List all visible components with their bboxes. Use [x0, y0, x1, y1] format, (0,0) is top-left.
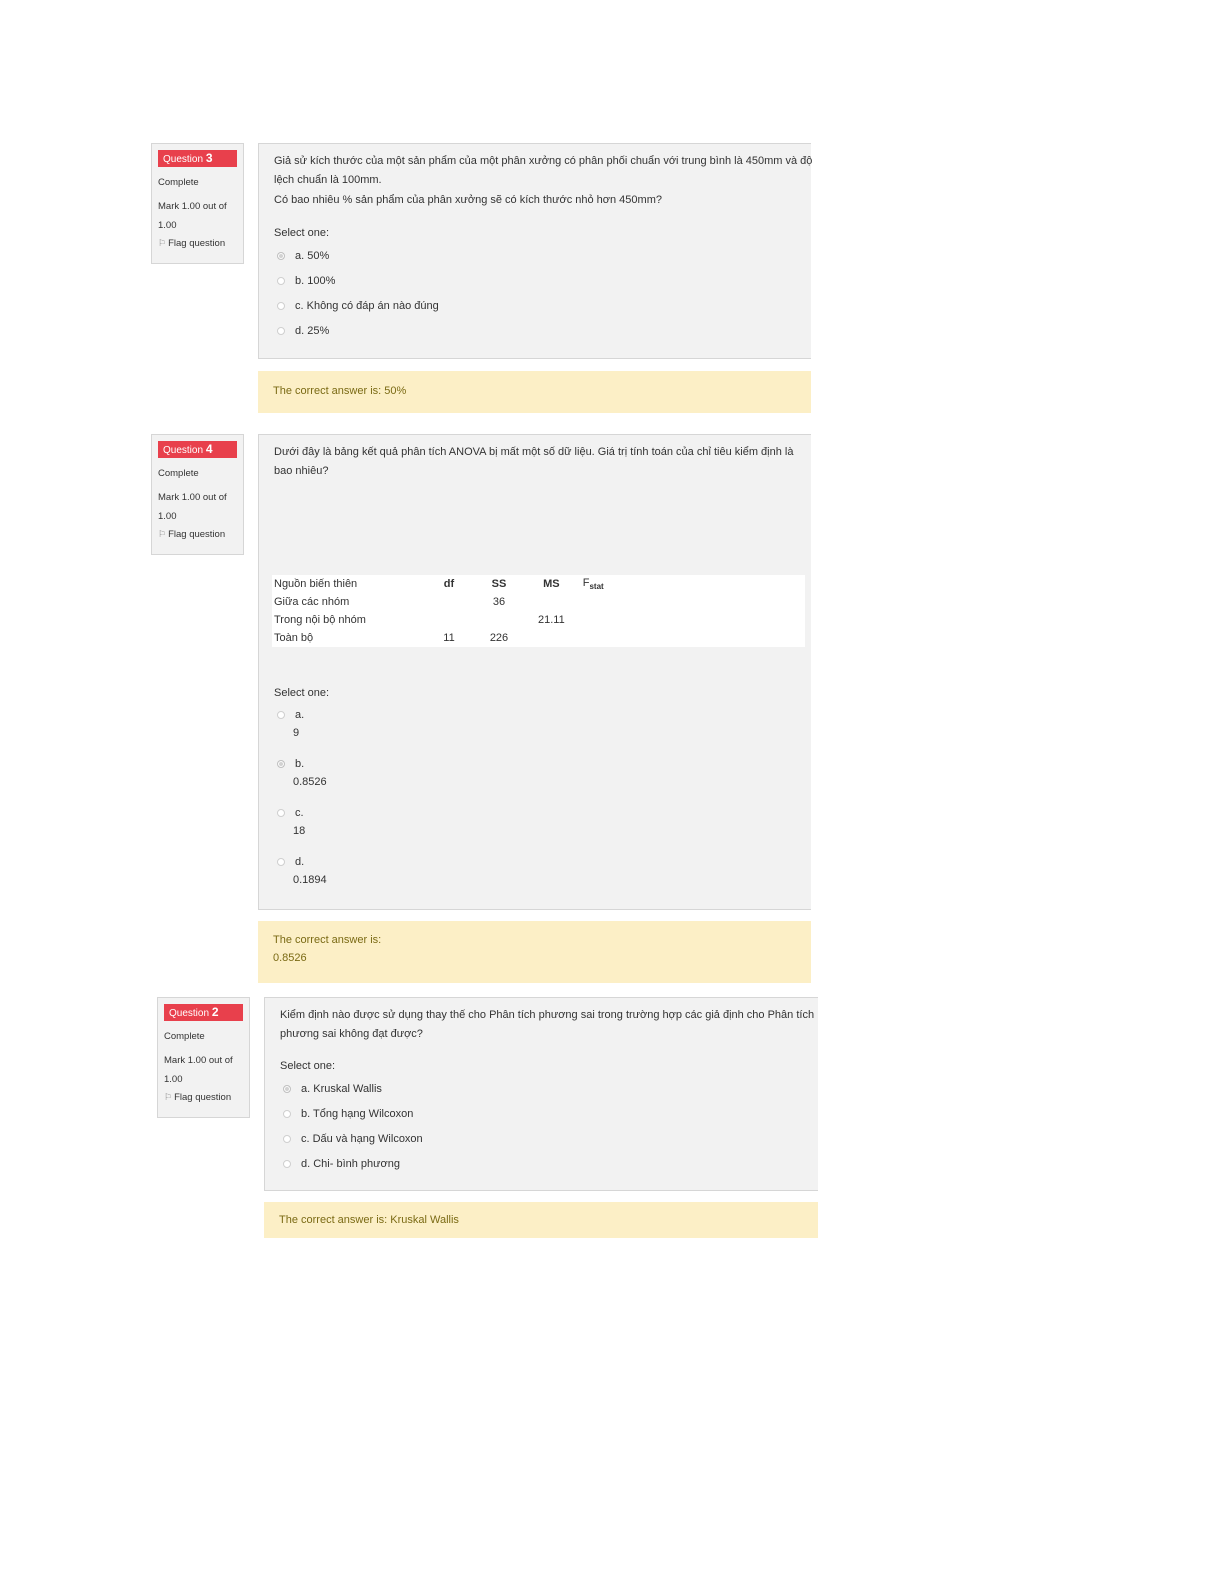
question-text-line: Kiểm định nào được sử dụng thay thế cho Phân tích phương sai trong trường hợp các giả định cho Phân tích phương sai không đạt được?	[280, 1009, 815, 1040]
question-grade: Mark 1.00 out of 1.00	[158, 492, 227, 522]
question-text-line: Giả sử kích thước của một sản phẩm của một phân xưởng có phân phối chuẩn với trung bình là 450mm và độ lệch chuẩn là 100mm.	[274, 155, 813, 186]
answer-option-label: a. 50%	[295, 249, 330, 262]
question-number-badge	[164, 1004, 243, 1021]
question-content-2	[264, 997, 818, 1191]
answer-options	[280, 1076, 818, 1176]
question-state: Complete	[158, 177, 199, 188]
answer-option[interactable]	[280, 1151, 818, 1176]
radio-button-selected[interactable]	[277, 252, 285, 260]
answer-option-letter: d.	[295, 856, 305, 868]
answer-options	[274, 706, 327, 902]
table-cell	[567, 593, 805, 611]
table-cell: Trong nội bộ nhóm	[274, 614, 366, 626]
select-one-label: Select one:	[274, 227, 330, 239]
answer-option[interactable]	[274, 804, 327, 853]
table-cell	[436, 611, 462, 629]
answer-option[interactable]	[274, 268, 811, 293]
question-content-4	[258, 434, 811, 910]
answer-option[interactable]	[274, 243, 811, 268]
correct-answer-feedback	[258, 371, 811, 413]
table-cell: Giữa các nhóm	[274, 596, 350, 608]
select-one-label: Select one:	[280, 1060, 336, 1072]
answer-option-label: c. Không có đáp án nào đúng	[295, 299, 439, 312]
question-number-badge	[158, 441, 237, 458]
table-cell: 21.11	[538, 614, 565, 626]
radio-button-selected[interactable]	[277, 760, 285, 768]
table-cell	[436, 593, 462, 611]
correct-answer-feedback	[264, 1202, 818, 1238]
question-text	[274, 443, 814, 481]
answer-option[interactable]	[280, 1101, 818, 1126]
answer-options	[274, 243, 811, 343]
table-cell: Toàn bộ	[274, 632, 314, 644]
question-label: Question	[169, 1008, 210, 1019]
question-state: Complete	[158, 468, 199, 479]
answer-option-label: b. 100%	[295, 274, 336, 287]
table-cell	[462, 611, 536, 629]
answer-option-value: 9	[293, 727, 300, 739]
correct-answer-text: The correct answer is: Kruskal Wallis	[279, 1214, 459, 1226]
answer-option-letter: a.	[295, 709, 305, 721]
correct-answer-feedback	[258, 921, 811, 983]
table-cell: 226	[489, 632, 509, 644]
question-number-badge	[158, 150, 237, 167]
table-cell	[536, 629, 567, 647]
radio-button[interactable]	[277, 809, 285, 817]
question-grade: Mark 1.00 out of 1.00	[164, 1055, 233, 1085]
radio-button[interactable]	[283, 1135, 291, 1143]
question-grade: Mark 1.00 out of 1.00	[158, 201, 227, 231]
radio-button-selected[interactable]	[283, 1085, 291, 1093]
flag-icon: ⚐	[158, 238, 167, 248]
question-text-line: Có bao nhiêu % sản phẩm của phân xưởng sẽ có kích thước nhỏ hơn 450mm?	[274, 194, 662, 206]
column-header: MS	[543, 578, 560, 590]
answer-option-value: 0.8526	[293, 776, 327, 788]
answer-option[interactable]	[274, 318, 811, 343]
correct-answer-value: 0.8526	[273, 952, 307, 964]
question-label: Question	[163, 154, 204, 165]
table-row	[272, 593, 805, 611]
flag-question-link[interactable]	[164, 1092, 243, 1103]
flag-icon: ⚐	[158, 529, 167, 539]
answer-option[interactable]	[274, 853, 327, 902]
radio-button[interactable]	[277, 711, 285, 719]
table-cell: 11	[443, 632, 455, 644]
flag-question-label: Flag question	[174, 1092, 232, 1103]
answer-option-letter: b.	[295, 758, 305, 770]
answer-option-value: 0.1894	[293, 874, 327, 886]
answer-option-letter: c.	[295, 807, 304, 819]
flag-question-link[interactable]	[158, 238, 237, 249]
correct-answer-text: The correct answer is: 50%	[273, 385, 407, 397]
question-text-line: Dưới đây là bảng kết quả phân tích ANOVA bị mất một số dữ liệu. Giá trị tính toán của chỉ tiêu kiểm định là bao nhiêu?	[274, 446, 794, 477]
answer-option-value: 18	[293, 825, 306, 837]
column-header: SS	[491, 578, 507, 590]
table-header-row	[272, 575, 805, 593]
answer-option[interactable]	[280, 1076, 818, 1101]
question-info-3	[151, 143, 244, 264]
table-row	[272, 629, 805, 647]
question-label: Question	[163, 445, 204, 456]
flag-question-label: Flag question	[168, 238, 226, 249]
table-cell	[567, 611, 805, 629]
answer-option[interactable]	[274, 293, 811, 318]
question-number: 4	[205, 442, 213, 456]
answer-option-label: d. Chi- bình phương	[301, 1157, 400, 1170]
column-header: df	[443, 578, 455, 590]
table-row	[272, 611, 805, 629]
radio-button[interactable]	[283, 1110, 291, 1118]
question-content-3	[258, 143, 811, 359]
column-header: Nguồn biến thiên	[274, 578, 358, 590]
table-cell	[567, 629, 805, 647]
flag-question-label: Flag question	[168, 529, 226, 540]
column-header	[567, 575, 805, 593]
answer-option[interactable]	[274, 706, 327, 755]
question-number: 2	[211, 1005, 219, 1019]
answer-option-label: d. 25%	[295, 324, 330, 337]
correct-answer-label: The correct answer is:	[273, 934, 382, 946]
radio-button[interactable]	[277, 302, 285, 310]
answer-option-label: a. Kruskal Wallis	[301, 1082, 382, 1095]
question-text	[274, 152, 814, 210]
question-number: 3	[205, 151, 213, 165]
answer-option-label: c. Dấu và hạng Wilcoxon	[301, 1132, 423, 1145]
select-one-label: Select one:	[274, 687, 330, 699]
table-cell: 36	[492, 596, 506, 608]
question-info-4	[151, 434, 244, 555]
answer-option[interactable]	[274, 755, 327, 804]
question-state: Complete	[164, 1031, 205, 1042]
radio-button[interactable]	[277, 327, 285, 335]
radio-button[interactable]	[277, 858, 285, 866]
radio-button[interactable]	[277, 277, 285, 285]
column-header-f: F	[582, 576, 590, 589]
flag-question-link[interactable]	[158, 529, 237, 540]
answer-option-label: b. Tổng hạng Wilcoxon	[301, 1107, 414, 1120]
column-header-subscript: stat	[589, 582, 604, 592]
question-info-2	[157, 997, 250, 1118]
question-text	[280, 1006, 820, 1044]
table-cell	[536, 593, 567, 611]
flag-icon: ⚐	[164, 1092, 173, 1102]
radio-button[interactable]	[283, 1160, 291, 1168]
answer-option[interactable]	[280, 1126, 818, 1151]
anova-table	[272, 575, 805, 647]
